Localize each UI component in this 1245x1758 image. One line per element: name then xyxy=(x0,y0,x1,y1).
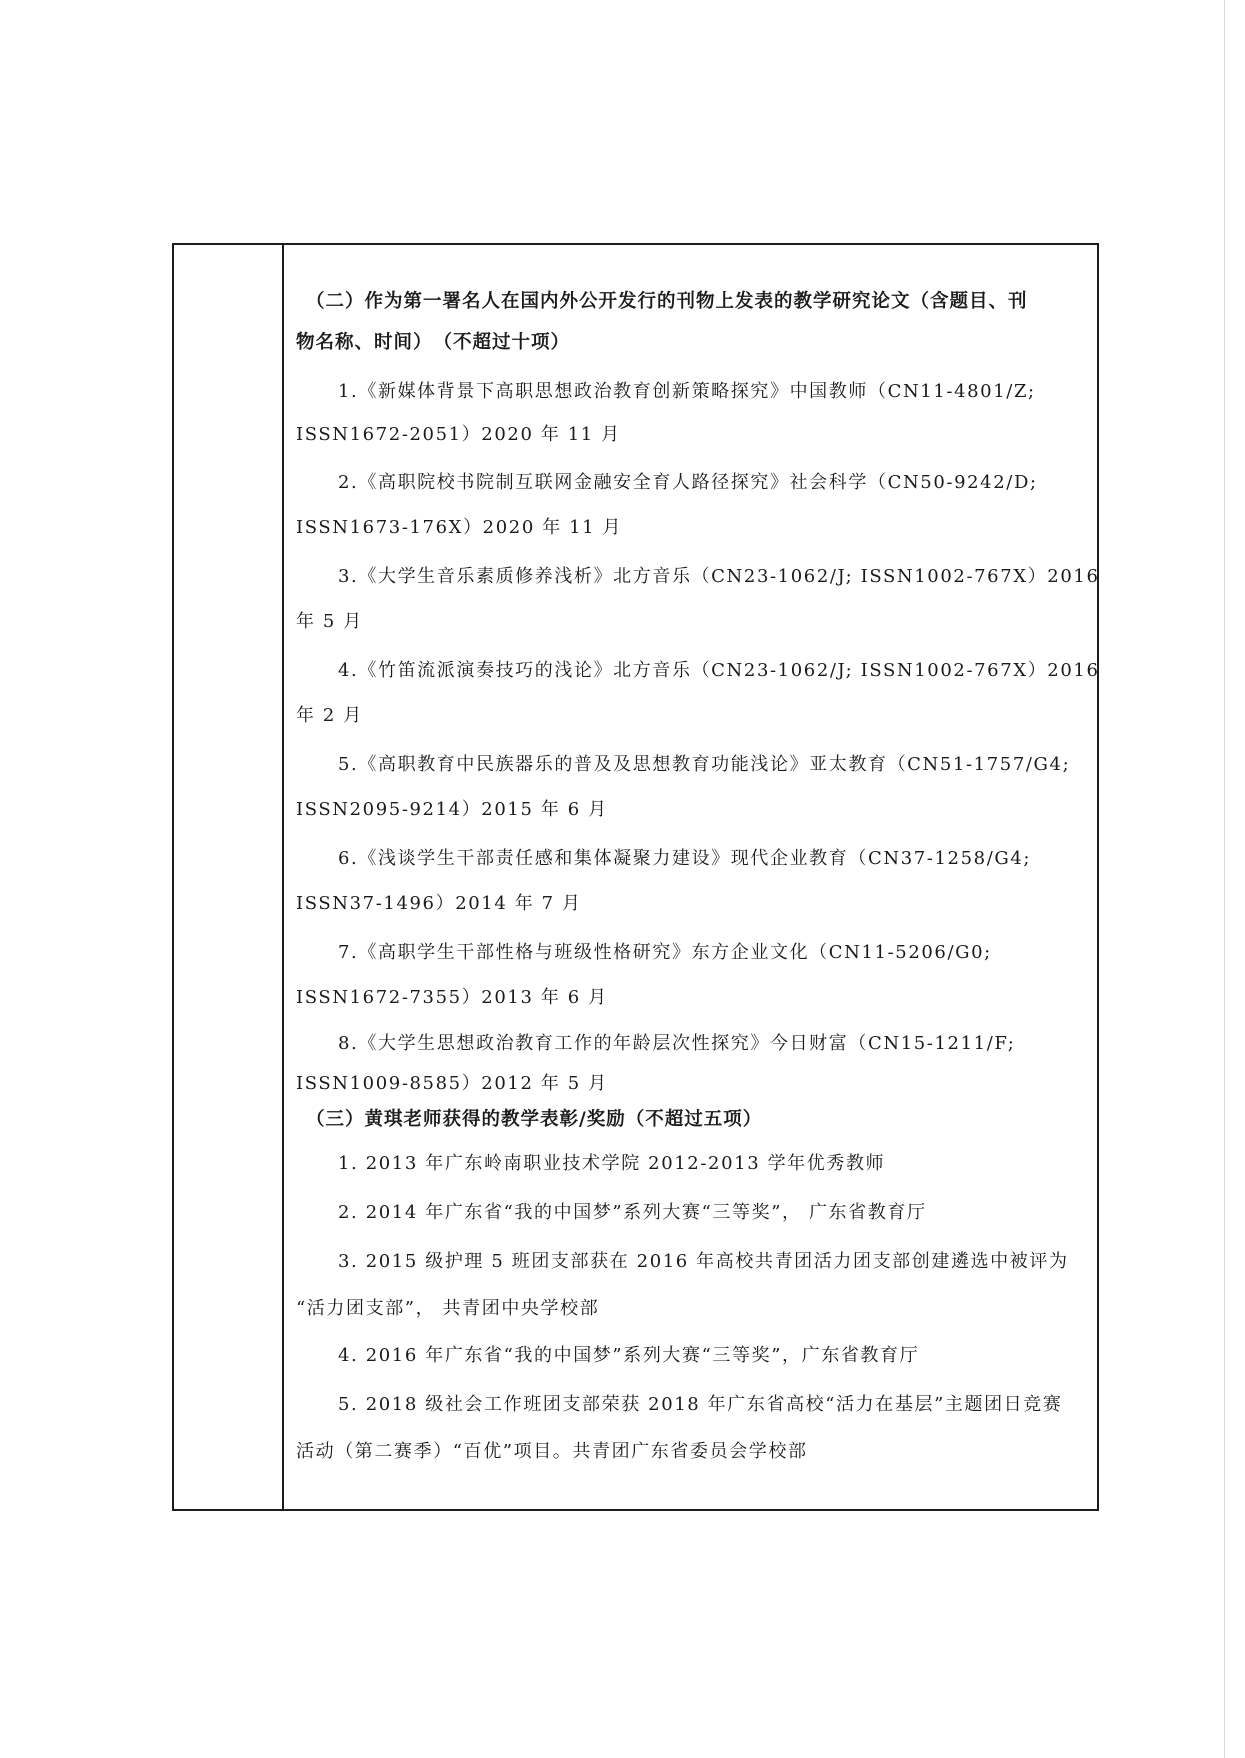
paper-3-line2: 年 5 月 xyxy=(296,611,363,632)
award-3-line2: “活力团支部”， 共青团中央学校部 xyxy=(296,1298,600,1319)
paper-5-line2: ISSN2095-9214）2015 年 6 月 xyxy=(296,799,608,820)
section2-heading-line1: （二）作为第一署名人在国内外公开发行的刊物上发表的教学研究论文（含题目、刊 xyxy=(306,291,1028,312)
paper-8-line1: 8.《大学生思想政治教育工作的年龄层次性探究》今日财富（CN15-1211/F; xyxy=(338,1033,1016,1054)
paper-2-line1: 2.《高职院校书院制互联网金融安全育人路径探究》社会科学（CN50-9242/D; xyxy=(338,472,1038,493)
form-table xyxy=(172,243,1099,1511)
content-cell xyxy=(296,245,1100,1509)
paper-1-line2: ISSN1672-2051）2020 年 11 月 xyxy=(296,424,621,445)
award-2-line1: 2. 2014 年广东省“我的中国梦”系列大赛“三等奖”， 广东省教育厅 xyxy=(338,1202,927,1223)
award-1-line1: 1. 2013 年广东岭南职业技术学院 2012-2013 学年优秀教师 xyxy=(338,1153,886,1174)
award-5-line1: 5. 2018 级社会工作班团支部荣获 2018 年广东省高校“活力在基层”主题团日竞赛 xyxy=(338,1394,1063,1415)
paper-6-line2: ISSN37-1496）2014 年 7 月 xyxy=(296,893,582,914)
paper-2-line2: ISSN1673-176X）2020 年 11 月 xyxy=(296,517,623,538)
paper-7-line2: ISSN1672-7355）2013 年 6 月 xyxy=(296,987,608,1008)
award-3-line1: 3. 2015 级护理 5 班团支部获在 2016 年高校共青团活力团支部创建遴选中被评为 xyxy=(338,1251,1069,1272)
column-divider xyxy=(282,245,284,1509)
paper-4-line2: 年 2 月 xyxy=(296,705,363,726)
award-4-line1: 4. 2016 年广东省“我的中国梦”系列大赛“三等奖”，广东省教育厅 xyxy=(338,1345,920,1366)
paper-5-line1: 5.《高职教育中民族器乐的普及及思想教育功能浅论》亚太教育（CN51-1757/G4; xyxy=(338,754,1071,775)
section2-heading-line2: 物名称、时间） （不超过十项） xyxy=(296,332,571,353)
page-edge xyxy=(1224,0,1225,1758)
award-5-line2: 活动（第二赛季）“百优”项目。共青团广东省委员会学校部 xyxy=(296,1441,808,1462)
paper-3-line1: 3.《大学生音乐素质修养浅析》北方音乐（CN23-1062/J; ISSN1002-767X）2016 xyxy=(338,566,1100,587)
section3-heading: （三）黄琪老师获得的教学表彰/奖励（不超过五项） xyxy=(306,1109,763,1130)
paper-7-line1: 7.《高职学生干部性格与班级性格研究》东方企业文化（CN11-5206/G0; xyxy=(338,942,992,963)
paper-6-line1: 6.《浅谈学生干部责任感和集体凝聚力建设》现代企业教育（CN37-1258/G4; xyxy=(338,848,1032,869)
paper-4-line1: 4.《竹笛流派演奏技巧的浅论》北方音乐（CN23-1062/J; ISSN1002-767X）2016 xyxy=(338,660,1100,681)
paper-8-line2: ISSN1009-8585）2012 年 5 月 xyxy=(296,1073,608,1094)
paper-1-line1: 1.《新媒体背景下高职思想政治教育创新策略探究》中国教师（CN11-4801/Z; xyxy=(338,381,1036,402)
